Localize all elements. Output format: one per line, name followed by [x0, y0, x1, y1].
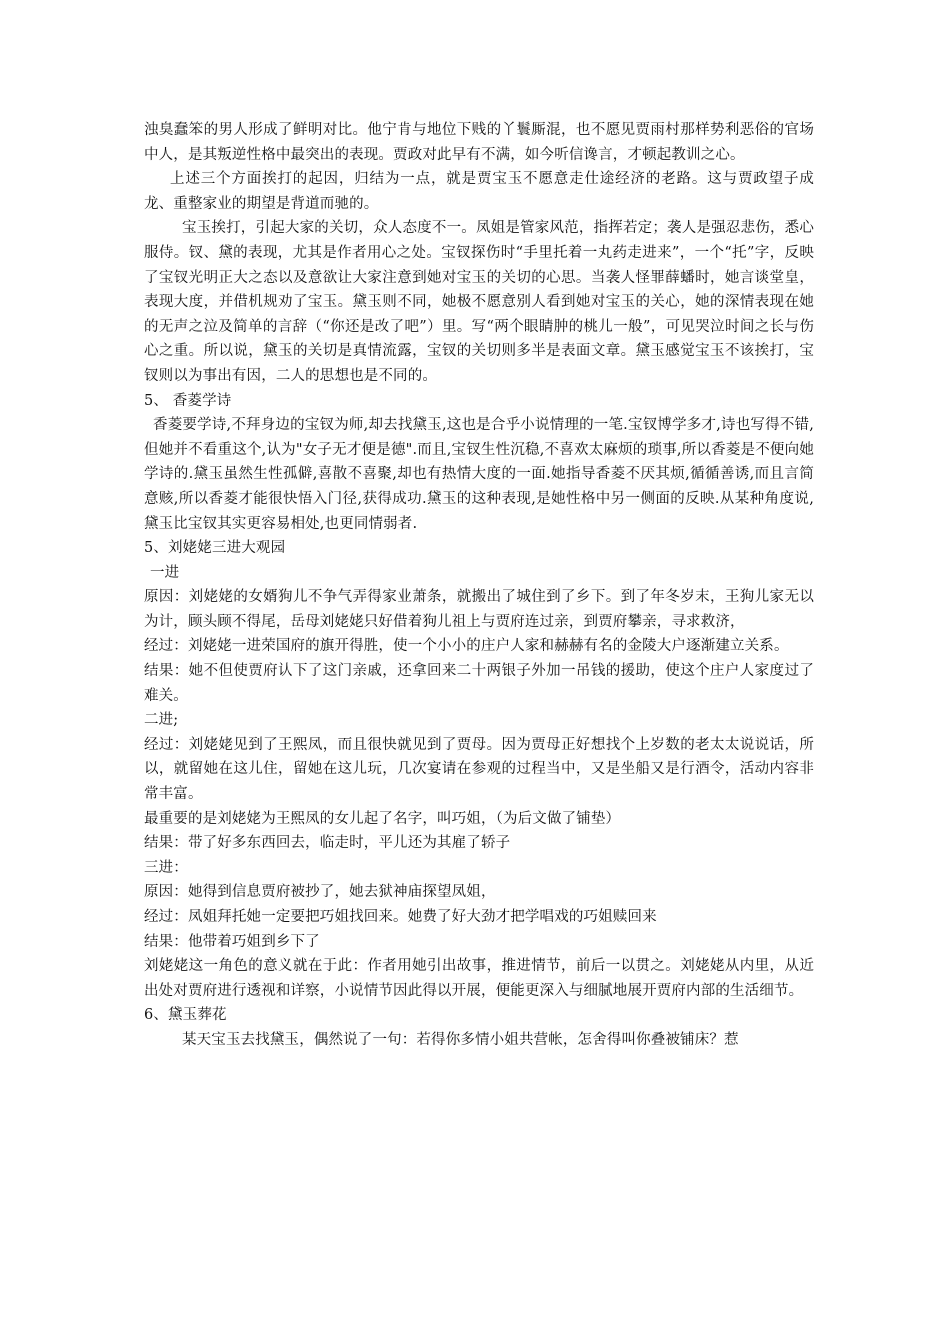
section-heading: 5、 香菱学诗	[144, 392, 232, 409]
paragraph: 经过：刘姥姥一进荣国府的旗开得胜，使一个小小的庄户人家和赫赫有名的金陵大户逐渐建立关系。	[144, 638, 789, 655]
paragraph: 经过：凤姐拜托她一定要把巧姐找回来。她费了好大劲才把学唱戏的巧姐赎回来	[144, 909, 657, 925]
paragraph: 最重要的是刘姥姥为王熙凤的女儿起了名字，叫巧姐，（为后文做了铺垫）	[144, 810, 621, 827]
paragraph: 上述三个方面挨打的起因，归结为一点，就是贾宝玉不愿意走仕途经济的老路。这与贾政望子成龙、重整家业的期望是背道而驰的。	[144, 171, 814, 212]
paragraph: 宝玉挨打，引起大家的关切，众人态度不一。凤姐是管家风范，指挥若定；袭人是强忍悲伤，悉心服侍。钗、黛的表现，尤其是作者用心之处。宝钗探伤时“手里托着一丸药走进来”，一个“托”字，反映了宝钗光明正大之态以及意欲让大家注意到她对宝玉的关切的心思。当袭人怪罪薛蟠时，她言谈堂皇，表现大度，并借机规劝了宝玉。黛玉则不同，她极不愿意别人看到她对宝玉的关心，她的深情表现在她的无声之泣及简单的言辞（“你还是改了吧”）里。写“两个眼睛肿的桃儿一般”，可见哭泣时间之长与伤心之重。所以说，黛玉的关切是真情流露，宝钗的关切则多半是表面文章。黛玉感觉宝玉不该挨打，宝钗则以为事出有因，二人的思想也是不同的。	[144, 220, 814, 384]
paragraph: 某天宝玉去找黛玉，偶然说了一句：若得你多情小姐共营帐，怎舍得叫你叠被铺床？惹	[182, 1031, 739, 1048]
paragraph: 结果：她不但使贾府认下了这门亲戚，还拿回来二十两银子外加一吊钱的援助，使这个庄户人家度过了难关。	[144, 663, 814, 704]
sub-heading: 二进;	[144, 712, 179, 729]
paragraph: 原因：她得到信息贾府被抄了，她去狱神庙探望凤姐，	[144, 884, 496, 901]
paragraph: 结果：他带着巧姐到乡下了	[144, 933, 320, 950]
paragraph: 香菱要学诗,不拜身边的宝钗为师,却去找黛玉,这也是合乎小说情理的一笔.宝钗博学多才,诗也写得不错,但她并不看重这个,认为"女子无才便是德".而且,宝钗生性沉稳,不喜欢太麻烦的琐事,所以香菱是不便向她学诗的.黛玉虽然生性孤僻,喜散不喜聚,却也有热情大度的一面.她指导香菱不厌其烦,循循善诱,而且言简意赅,所以香菱才能很快悟入门径,获得成功.黛玉的这种表现,是她性格中另一侧面的反映.从某种角度说,黛玉比宝钗其实更容易相处,也更同情弱者.	[144, 417, 814, 532]
section-heading: 6、黛玉葬花	[144, 1007, 227, 1024]
sub-heading: 一进	[150, 564, 180, 581]
document-body	[144, 118, 814, 1053]
paragraph: 结果：带了好多东西回去，临走时，平儿还为其雇了轿子	[144, 835, 511, 852]
sub-heading: 三进：	[144, 859, 188, 876]
paragraph: 经过：刘姥姥见到了王熙凤，而且很快就见到了贾母。因为贾母正好想找个上岁数的老太太说说话，所以，就留她在这儿住，留她在这儿玩，几次宴请在参观的过程当中，又是坐船又是行酒令，活动内容非常丰富。	[144, 736, 814, 803]
paragraph: 刘姥姥这一角色的意义就在于此：作者用她引出故事，推进情节，前后一以贯之。刘姥姥从内里，从近出处对贾府进行透视和详察，小说情节因此得以开展，便能更深入与细腻地展开贾府内部的生活细节。	[144, 958, 814, 999]
paragraph: 浊臭蠢笨的男人形成了鲜明对比。他宁肯与地位下贱的丫鬟厮混，也不愿见贾雨村那样势利恶俗的官场中人，是其叛逆性格中最突出的表现。贾政对此早有不满，如今听信谗言，才顿起教训之心。	[144, 122, 814, 163]
section-heading: 5、刘姥姥三进大观园	[144, 540, 286, 557]
paragraph: 原因：刘姥姥的女婿狗儿不争气弄得家业萧条，就搬出了城住到了乡下。到了年冬岁末，王狗儿家无以为计，顾头顾不得尾，岳母刘姥姥只好借着狗儿祖上与贾府连过亲，到贾府攀亲，寻求救济，	[144, 589, 814, 630]
